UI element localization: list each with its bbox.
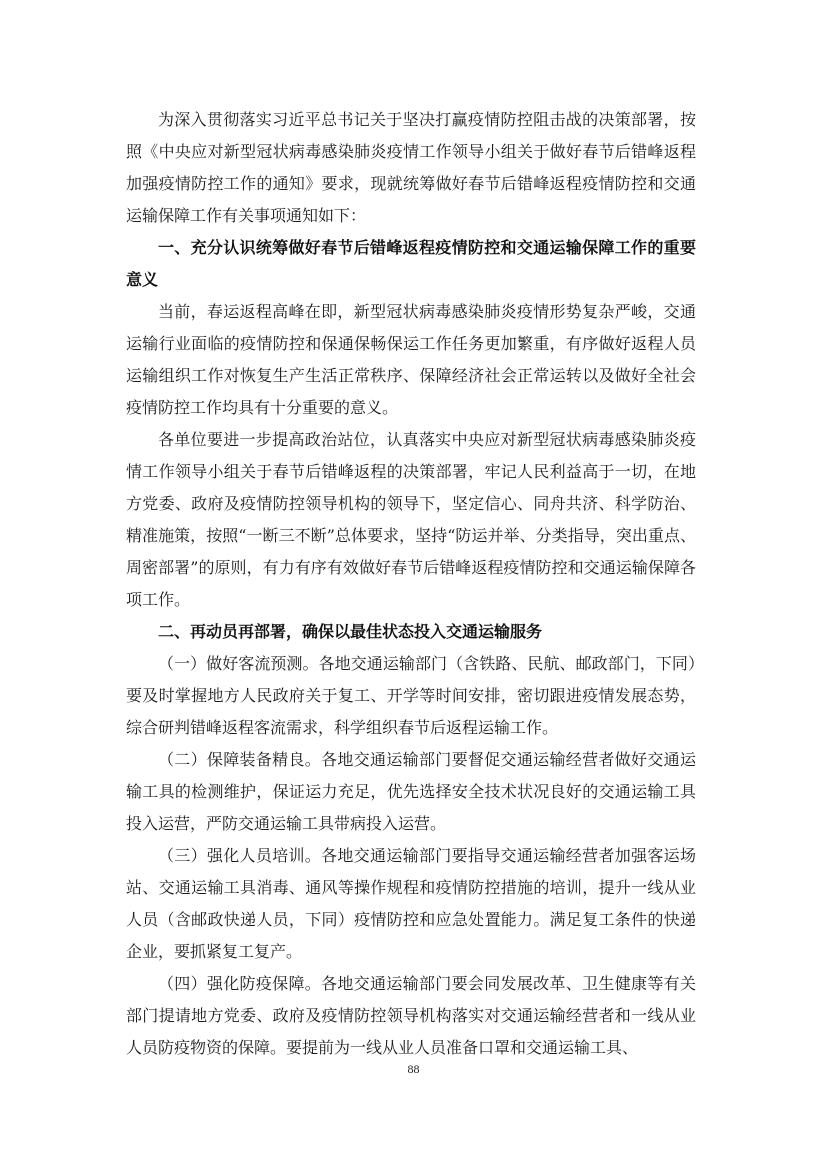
item-paragraph-4: （四）强化防疫保障。各地交通运输部门要会同发展改革、卫生健康等有关部门提请地方党委、政府及疫情防控领导机构落实对交通运输经营者和一线从业人员防疫物资的保障。要提前为一线从业人员准备口罩和交通运输工具、 — [126, 974, 696, 1057]
document-body — [126, 104, 696, 1064]
item-paragraph-2: （二）保障装备精良。各地交通运输部门要督促交通运输经营者做好交通运输工具的检测维护，保证运力充足，优先选择安全技术状况良好的交通运输工具投入运营，严防交通运输工具带病投入运营。 — [126, 750, 696, 833]
section-heading-1: 一、充分认识统筹做好春节后错峰返程疫情防控和交通运输保障工作的重要意义 — [126, 238, 696, 289]
section-heading-2: 二、再动员再部署，确保以最佳状态投入交通运输服务 — [158, 622, 543, 641]
body-paragraph: 各单位要进一步提高政治站位，认真落实中央应对新型冠状病毒感染肺炎疫情工作领导小组关于春节后错峰返程的决策部署，牢记人民利益高于一切，在地方党委、政府及疫情防控领导机构的领导下，坚定信心、同舟共济、科学防治、精准施策，按照“一断三不断”总体要求，坚持“防运并举、分类指导，突出重点、周密部署”的原则，有力有序有效做好春节后错峰返程疫情防控和交通运输保障各项工作。 — [126, 430, 696, 609]
item-paragraph-1: （一）做好客流预测。各地交通运输部门（含铁路、民航、邮政部门，下同）要及时掌握地方人民政府关于复工、开学等时间安排，密切跟进疫情发展态势，综合研判错峰返程客流需求，科学组织春节后返程运输工作。 — [126, 654, 696, 737]
intro-paragraph: 为深入贯彻落实习近平总书记关于坚决打赢疫情防控阻击战的决策部署，按照《中央应对新型冠状病毒感染肺炎疫情工作领导小组关于做好春节后错峰返程加强疫情防控工作的通知》要求，现就统筹做好春节后错峰返程疫情防控和交通运输保障工作有关事项通知如下： — [126, 110, 696, 225]
item-paragraph-3: （三）强化人员培训。各地交通运输部门要指导交通运输经营者加强客运场站、交通运输工具消毒、通风等操作规程和疫情防控措施的培训，提升一线从业人员（含邮政快递人员，下同）疫情防控和应急处置能力。满足复工条件的快递企业，要抓紧复工复产。 — [126, 846, 696, 961]
page-number: 88 — [407, 1062, 420, 1076]
body-paragraph: 当前，春运返程高峰在即，新型冠状病毒感染肺炎疫情形势复杂严峻，交通运输行业面临的疫情防控和保通保畅保运工作任务更加繁重，有序做好返程人员运输组织工作对恢复生产生活正常秩序、保障经济社会正常运转以及做好全社会疫情防控工作均具有十分重要的意义。 — [126, 302, 696, 417]
